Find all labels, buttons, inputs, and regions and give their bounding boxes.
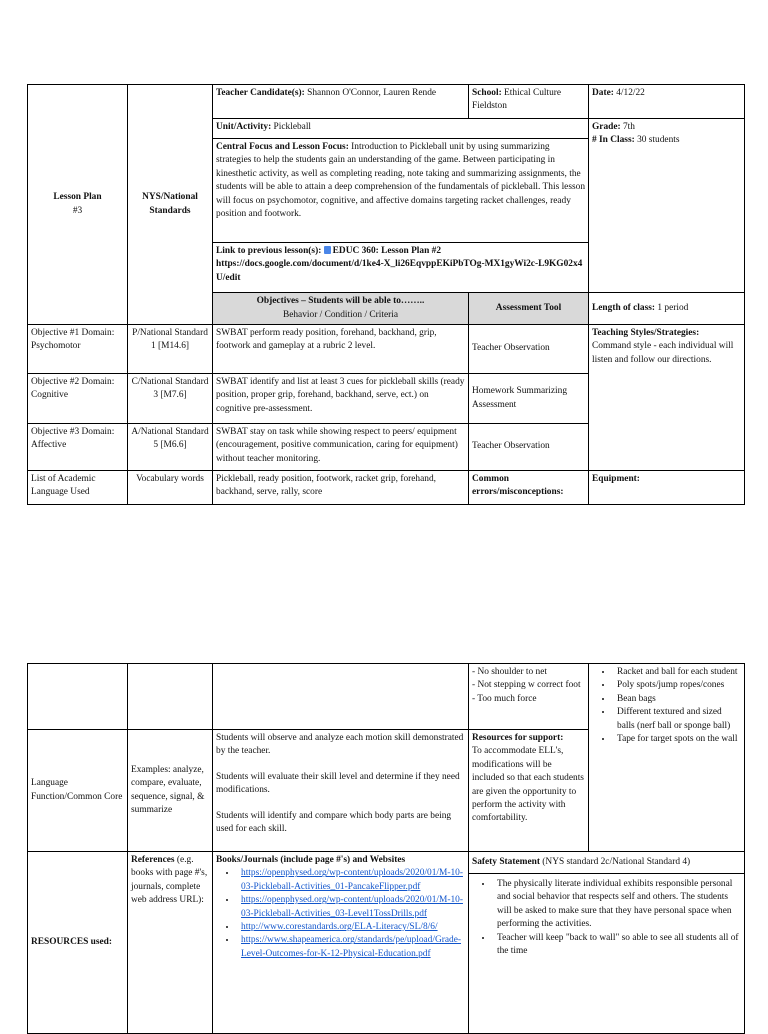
- objective-1-tool: Teacher Observation: [469, 325, 589, 374]
- language-function-label: Language Function/Common Core: [28, 730, 128, 852]
- length-of-class: Length of class: 1 period: [589, 293, 745, 325]
- school-cell: School: Ethical Culture Fieldston: [469, 85, 589, 119]
- equipment-list: [589, 664, 745, 852]
- central-focus: Central Focus and Lesson Focus: Introduction to Pickleball unit by using summarizing strategies to help the students gain an understanding of the game. Between participating in kinesthetic activity, as well as completing reading, note taking and summarizing assignments, the students will be able to attain a deep comprehension of the fundamentals of pickleball. This lesson will focus on psychomotor, cognitive, and affective domains targeting racket challenges, ready position and footwork.: [213, 139, 589, 243]
- common-errors-list: - No shoulder to net - Not stepping w correct foot - Too much force: [469, 664, 589, 730]
- date-cell: Date: 4/12/22: [589, 85, 745, 119]
- previous-lesson-link: Link to previous lesson(s): EDUC 360: Lesson Plan #2 https://docs.google.com/document/d/1ke4-X_li26EqvppEKiPbTOg-MX1gyWi2c-L9KG02x4U/edit: [213, 243, 589, 293]
- lesson-plan-table-continued: [27, 663, 745, 1034]
- vocabulary-label: Vocabulary words: [128, 471, 213, 505]
- teacher-candidates: Teacher Candidate(s): Shannon O'Connor, Lauren Rende: [213, 85, 469, 119]
- objective-1-domain: Objective #1 Domain: Psychomotor: [28, 325, 128, 374]
- objective-2-standard: C/National Standard 3 [M7.6]: [128, 374, 213, 424]
- objective-3-text: SWBAT stay on task while showing respect to peers/ equipment (encouragement, positive communication, caring for equipment) without teacher monitoring.: [213, 424, 469, 471]
- language-examples: Examples: analyze, compare, evaluate, sequence, signal, & summarize: [128, 730, 213, 852]
- objective-2-tool: Homework Summarizing Assessment: [469, 374, 589, 424]
- teaching-styles: Teaching Styles/Strategies: Command style - each individual will listen and follow our directions.: [589, 325, 745, 471]
- objectives-header: Objectives – Students will be able to…….. Behavior / Condition / Criteria: [213, 293, 469, 325]
- list-item: • Different textured and sized balls (nerf ball or sponge ball): [613, 706, 741, 733]
- list-item: • Bean bags: [613, 693, 741, 706]
- objective-3-domain: Objective #3 Domain: Affective: [28, 424, 128, 471]
- list-item: • Teacher will keep "back to wall" so able to see all students all of the time: [493, 932, 741, 959]
- objective-1-standard: P/National Standard 1 [M14.6]: [128, 325, 213, 374]
- previous-lesson-url[interactable]: https://docs.google.com/document/d/1ke4-X_li26EqvppEKiPbTOg-MX1gyWi2c-L9KG02x4U/edit: [216, 259, 583, 283]
- resource-link[interactable]: https://www.shapeamerica.org/standards/pe/upload/Grade-Level-Outcomes-for-K-12-Physical-Education.pdf: [241, 935, 461, 959]
- resource-link[interactable]: https://openphysed.org/wp-content/uploads/2020/01/M-10-03-Pickleball-Activities_01-PancakeFlipper.pdf: [241, 868, 463, 892]
- standards-label: NYS/National Standards: [128, 85, 213, 325]
- common-errors-label: Common errors/misconceptions:: [469, 471, 589, 505]
- vocabulary-words: Pickleball, ready position, footwork, racket grip, forehand, backhand, serve, rally, score: [213, 471, 469, 505]
- empty-cell: [213, 664, 469, 730]
- google-doc-icon: [324, 246, 331, 254]
- assessment-tool-header: Assessment Tool: [469, 293, 589, 325]
- objective-2-text: SWBAT identify and list at least 3 cues for pickleball skills (ready position, proper grip, forehand, backhand, serve, ect.) on cognitive pre-assessment.: [213, 374, 469, 424]
- lesson-plan-label: Lesson Plan #3: [28, 85, 128, 325]
- grade-class-cell: Grade: 7th # In Class: 30 students: [589, 119, 745, 293]
- objective-1-text: SWBAT perform ready position, forehand, backhand, grip, footwork and gameplay at a rubric 2 level.: [213, 325, 469, 374]
- list-item: • Racket and ball for each student: [613, 666, 741, 679]
- lesson-plan-table: [27, 84, 745, 505]
- list-item: • Tape for target spots on the wall: [613, 733, 741, 746]
- resource-link[interactable]: https://openphysed.org/wp-content/uploads/2020/01/M-10-03-Pickleball-Activities_03-Level1TossDrills.pdf: [241, 895, 463, 919]
- safety-statement-header: Safety Statement (NYS standard 2c/National Standard 4): [469, 852, 745, 874]
- academic-language-label: List of Academic Language Used: [28, 471, 128, 505]
- doc-chip[interactable]: EDUC 360: Lesson Plan #2: [332, 246, 442, 256]
- objective-3-standard: A/National Standard 5 [M6.6]: [128, 424, 213, 471]
- empty-cell: [28, 664, 128, 730]
- objective-2-domain: Objective #2 Domain: Cognitive: [28, 374, 128, 424]
- references-cell: References (e.g. books with page #'s, journals, complete web address URL):: [128, 852, 213, 1034]
- language-function-text: Students will observe and analyze each motion skill demonstrated by the teacher. Students will evaluate their skill level and determine if they need modifications. Students will identify and compare which body parts are being used for each skill.: [213, 730, 469, 852]
- list-item: • The physically literate individual exhibits responsible personal and social behavior that respects self and others. The students will be asked to make sure that they have personal space when performing the activities.: [493, 878, 741, 932]
- list-item: • Poly spots/jump ropes/cones: [613, 679, 741, 692]
- resources-used-label: RESOURCES used:: [28, 852, 128, 1034]
- unit-activity: Unit/Activity: Pickleball: [213, 119, 589, 139]
- safety-statement: [469, 874, 745, 1034]
- empty-cell: [128, 664, 213, 730]
- resource-link[interactable]: http://www.corestandards.org/ELA-Literacy/SL/8/6/: [241, 922, 438, 933]
- equipment-label: Equipment:: [589, 471, 745, 505]
- books-websites: Books/Journals (include page #'s) and Websites • https://openphysed.org/wp-content/uploads/2020/01/M-10-03-Pickleball-Activities_01-PancakeFlipper.pdf • https://openphysed.org/wp-content/uploads/2020/01/M-10-03-Pickleball-Activities_03-Level1TossDrills.pdf • http://www.corestandards.org/ELA-Literacy/SL/8/6/ • https://www.shapeamerica.org/standards/pe/upload/Grade-Level-Outcomes-for-K-12-Physical-Education.pdf: [213, 852, 469, 1034]
- objective-3-tool: Teacher Observation: [469, 424, 589, 471]
- resources-for-support: Resources for support: To accommodate ELL's, modifications will be included so that each students are given the opportunity to perform the activity with comfortability.: [469, 730, 589, 852]
